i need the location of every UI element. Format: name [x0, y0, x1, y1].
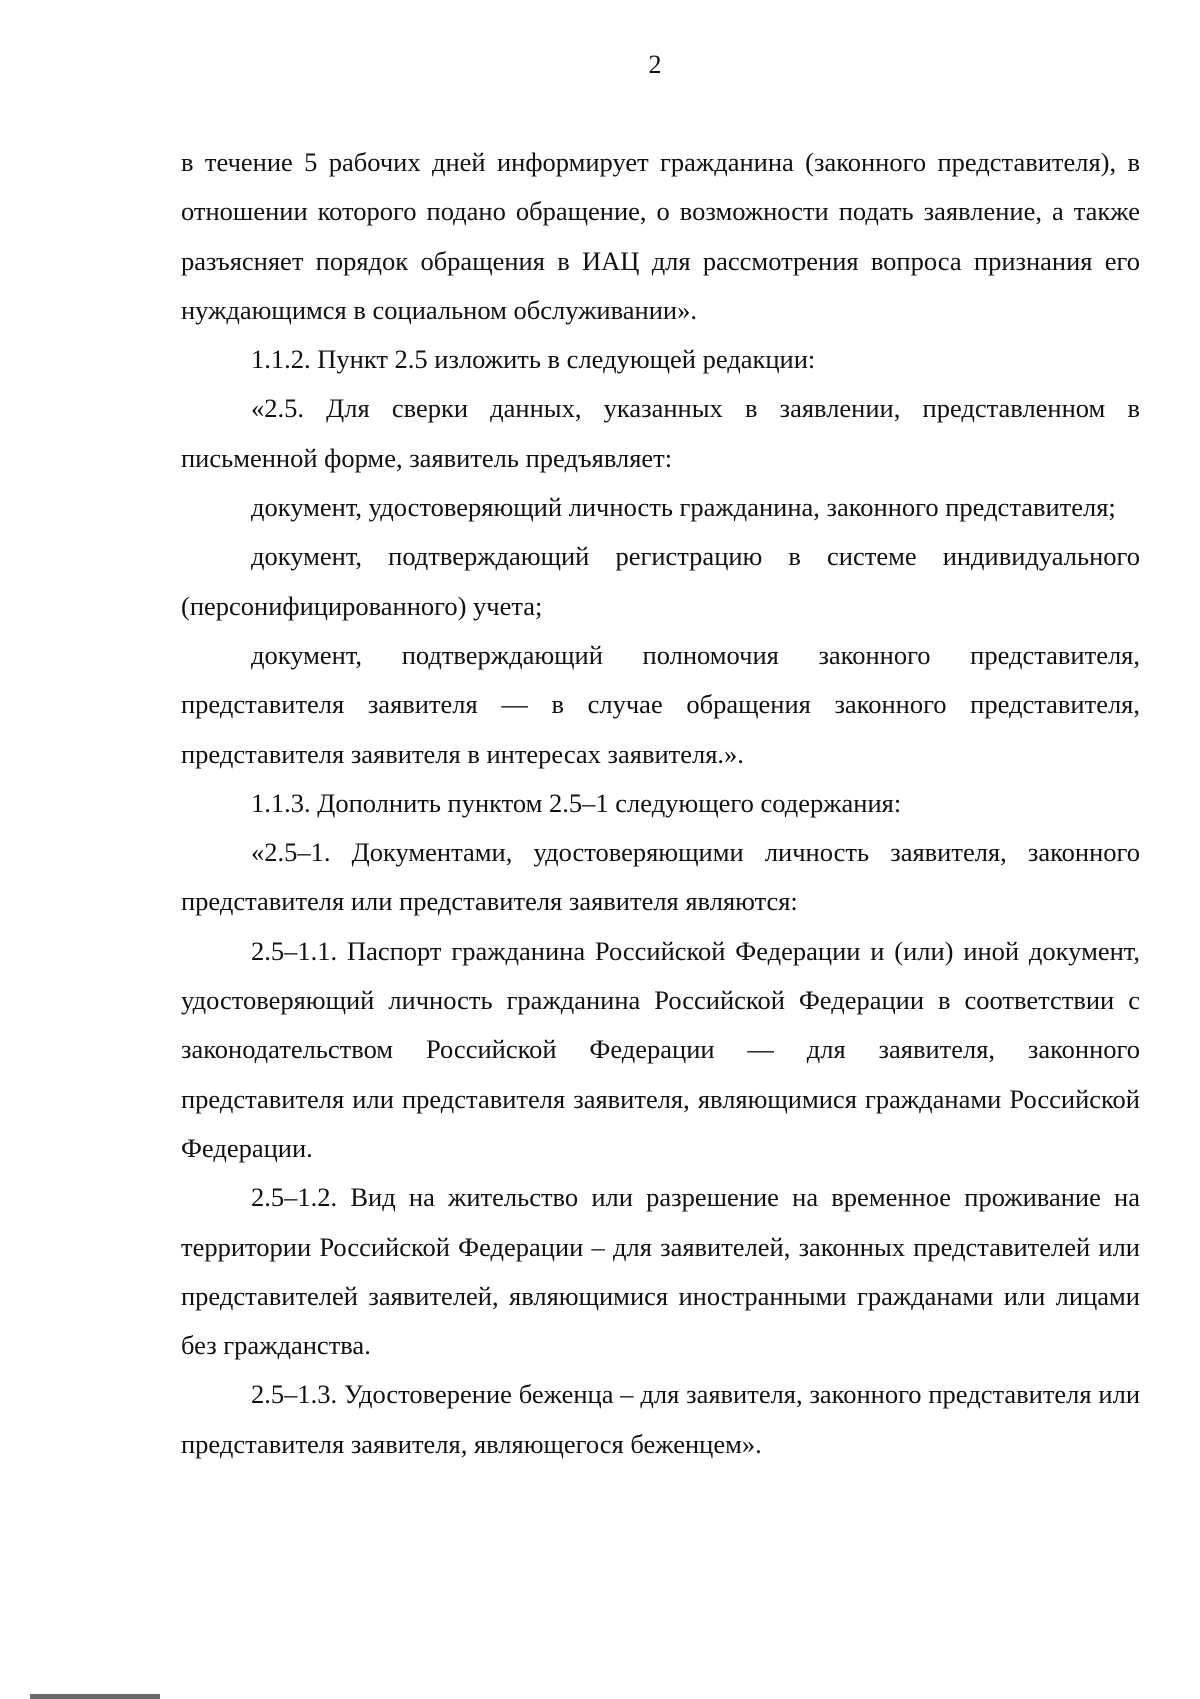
paragraph-clause-2-5-1: «2.5–1. Документами, удостоверяющими личность заявителя, законного представителя или представителя заявителя являются: — [181, 837, 1140, 917]
paragraph-identity-document: документ, удостоверяющий личность гражданина, законного представителя; — [251, 492, 1116, 523]
paragraph-registration-document: документ, подтверждающий регистрацию в системе индивидуального (персонифицированного) учета; — [181, 541, 1140, 621]
scan-edge-mark — [30, 1694, 160, 1699]
paragraph-clause-2-5: «2.5. Для сверки данных, указанных в заявлении, представленном в письменной форме, заявитель предъявляет: — [181, 393, 1140, 473]
paragraph-clause-2-5-1-2: 2.5–1.2. Вид на жительство или разрешение на временное проживание на территории Российской Федерации – для заявителей, законных представителей или представителей заявителей, являющимися иностранными гражданами или лицами без гражданства. — [181, 1182, 1140, 1361]
paragraph-continuation: в течение 5 рабочих дней информирует гражданина (законного представителя), в отношении которого подано обращение, о возможности подать заявление, а также разъясняет порядок обращения в ИАЦ для рассмотрения вопроса признания его нуждающимся в социальном обслуживании». — [181, 147, 1140, 325]
paragraph-clause-2-5-1-1: 2.5–1.1. Паспорт гражданина Российской Федерации и (или) иной документ, удостоверяющий личность гражданина Российской Федерации в соответствии с законодательством Российской Федерации — для заявителя, законного представителя или представителя заявителя, являющимися гражданами Российской Федерации. — [181, 935, 1140, 1163]
page-number: 2 — [648, 50, 662, 79]
paragraph-clause-2-5-1-3: 2.5–1.3. Удостоверение беженца – для заявителя, законного представителя или представителя заявителя, являющегося беженцем». — [181, 1379, 1140, 1459]
paragraph-clause-1-1-2: 1.1.2. Пункт 2.5 изложить в следующей редакции: — [251, 344, 816, 375]
paragraph-clause-1-1-3: 1.1.3. Дополнить пунктом 2.5–1 следующего содержания: — [251, 787, 902, 818]
paragraph-authority-document: документ, подтверждающий полномочия законного представителя, представителя заявителя — в случае обращения законного представителя, представителя заявителя в интересах заявителя.». — [181, 639, 1140, 769]
document-body — [181, 138, 1140, 1469]
